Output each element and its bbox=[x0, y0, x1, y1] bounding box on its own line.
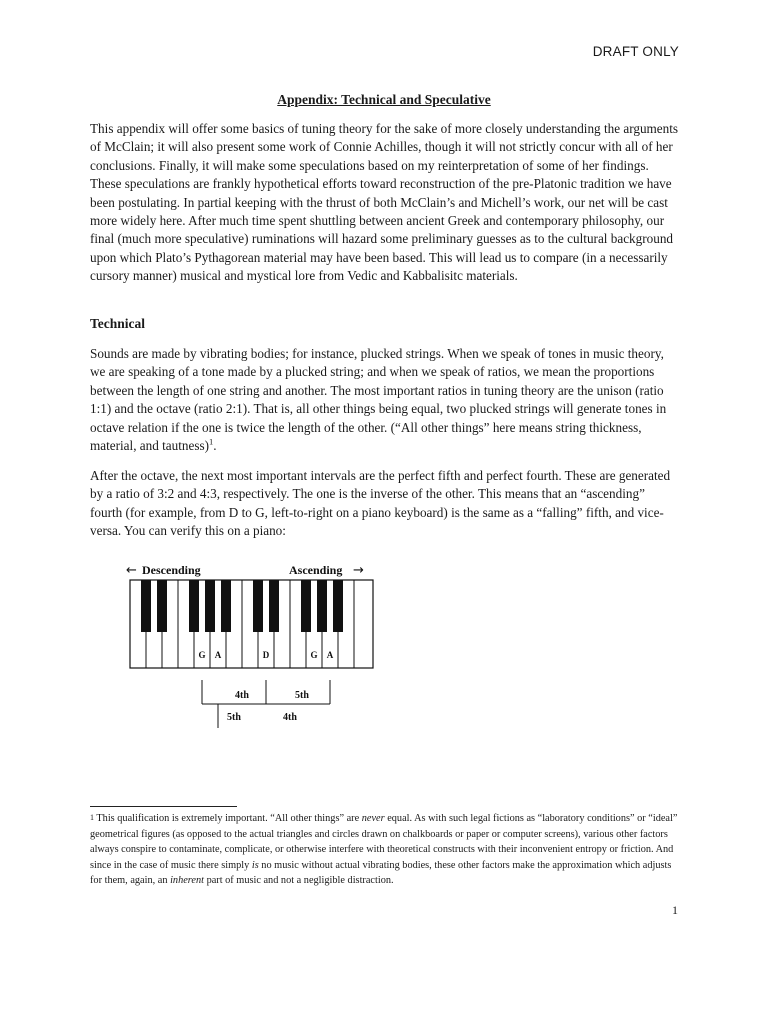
footnote-text-4: part of music and not a negligible distraction. bbox=[204, 875, 394, 887]
footnote-divider bbox=[90, 806, 237, 807]
ascending-arrow: → bbox=[353, 563, 364, 578]
technical-paragraph-2: After the octave, the next most important intervals are the perfect fifth and perfect fourth. These are generated by a ratio of 3:2 and 4:3, respectively. The one is the inverse of the other. This means that an “ascending” fourth (for example, from D to G, left-to-right on a piano keyboard) is the same as a “falling” fifth, and vice-versa. You can verify this on a piano: bbox=[90, 468, 671, 539]
footnote-text-2: equal. As with such legal fictions as “laboratory conditions” or “ideal” geometrical figures (as opposed to the actual triangles and circles drawn on chalkboards or paper or computer screens), various other factors always conspire to contaminate, complicate, or otherwise interfere with theoretical constructs with their inconvenient entropy or friction. And since in the case of music there simply bbox=[90, 813, 678, 871]
interval-label-5th-upper: 5th bbox=[295, 690, 309, 701]
footnote bbox=[90, 811, 680, 889]
footnote-text-3: no music without actual vibrating bodies, these other factors make the approximation which adjusts for them, again, an bbox=[90, 859, 672, 887]
intro-paragraph: This appendix will offer some basics of tuning theory for the sake of more closely understanding the arguments of McClain; it will also present some work of Connie Achilles, though it will not strictly concur with all of her conclusions. Finally, it will make some speculations based on my reinterpretation of some of her findings. These speculations are frankly hypothetical efforts toward reconstruction of the pre-Platonic tradition we have been postulating. In partial keeping with the thrust of both McClain’s and Michell’s work, our net will be cast more widely here. After much time spent shuttling between ancient Greek and contemporary philosophy, our final (much more speculative) ruminations will hazard some preliminary guesses as to the cultural background upon which Plato’s Pythagorean material may have been based. This will lead us to compare (in a necessarily cursory manner) musical and mystical lore from Vedic and Kabbalisitc materials. bbox=[90, 121, 679, 284]
technical-paragraph-1-text: Sounds are made by vibrating bodies; for instance, plucked strings. When we speak of tones in music theory, we are speaking of a tone made by a plucked string; and when we speak of ratios, we mean the proportions between the length of one string and another. The most important ratios in tuning theory are the unison (ratio 1:1) and the octave (ratio 2:1). That is, all other things being equal, two plucked strings will generate tones in octave relation if the one is twice the length of the other. (“All other things” here means string thickness, material, and tautness) bbox=[90, 346, 667, 454]
key-label-a: A bbox=[214, 650, 222, 660]
key-label-g-upper: G bbox=[310, 650, 318, 660]
draft-label: DRAFT ONLY bbox=[592, 44, 679, 59]
footnote-reference[interactable]: 1 bbox=[209, 436, 214, 447]
footnote-emphasis-never: never bbox=[361, 813, 385, 824]
technical-paragraph-1 bbox=[90, 345, 680, 455]
technical-paragraph-1-end: . bbox=[213, 438, 217, 454]
footnote-marker: 1 bbox=[90, 813, 94, 822]
key-label-d: D bbox=[262, 650, 270, 660]
footnote-text-1: This qualification is extremely important. “All other things” are bbox=[94, 813, 362, 824]
key-label-a-upper: A bbox=[326, 650, 334, 660]
page-number: 1 bbox=[672, 903, 678, 917]
key-label-g: G bbox=[198, 650, 206, 660]
piano-keyboard bbox=[130, 580, 373, 668]
interval-brackets bbox=[202, 680, 330, 728]
descending-arrow: ← bbox=[126, 563, 137, 578]
piano-interval-diagram bbox=[118, 558, 380, 736]
descending-label: Descending bbox=[142, 563, 201, 577]
section-heading-technical: Technical bbox=[90, 316, 146, 331]
footnote-emphasis-is: is bbox=[251, 859, 259, 871]
ascending-label: Ascending bbox=[289, 563, 343, 577]
interval-label-4th-lower: 4th bbox=[283, 712, 297, 723]
page-title: Appendix: Technical and Speculative bbox=[277, 92, 491, 107]
footnote-emphasis-inherent: inherent bbox=[170, 875, 204, 887]
interval-label-4th-upper: 4th bbox=[235, 690, 249, 701]
interval-label-5th-lower: 5th bbox=[227, 712, 241, 723]
